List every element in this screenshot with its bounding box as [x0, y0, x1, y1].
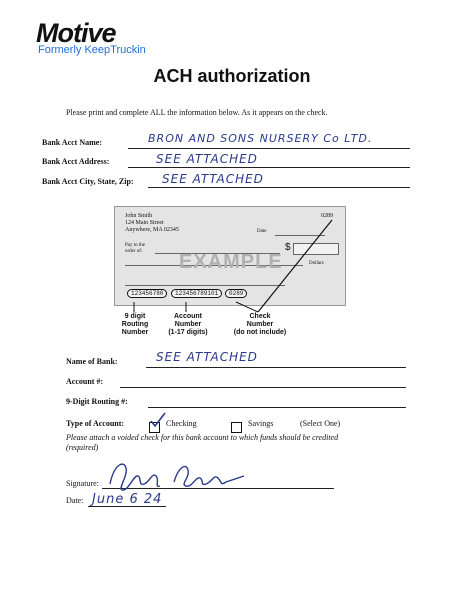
savings-label: Savings [248, 419, 274, 428]
page-title: ACH authorization [153, 66, 311, 86]
bank-name-line [146, 367, 406, 368]
motive-logo: Motive [36, 18, 116, 48]
dollar-sign: $ [285, 242, 291, 253]
caption-account: Account Number (1-17 digits) [168, 313, 208, 336]
routing-label: 9-Digit Routing #: [66, 397, 128, 406]
attach-note: Please attach a voided check for this bank account to which funds should be credited (required) [66, 433, 339, 452]
signature-label: Signature: [66, 479, 99, 488]
account-number-label: Account #: [66, 377, 104, 386]
acct-city-value: SEE ATTACHED [162, 172, 264, 186]
example-watermark: EXAMPLE [179, 251, 283, 273]
account-type-label: Type of Account: [66, 419, 125, 428]
check-number: 0289 [321, 213, 333, 219]
acct-address-value: SEE ATTACHED [156, 152, 258, 166]
routing-line [148, 407, 406, 408]
checking-label: Checking [166, 419, 197, 428]
pay-to-label: Pay to the order of: [125, 243, 145, 254]
logo-subtitle: Formerly KeepTruckin [38, 44, 146, 56]
date-label: Date [257, 229, 267, 234]
acct-address-label: Bank Acct Address: [42, 157, 110, 166]
bank-name-value: SEE ATTACHED [156, 350, 258, 364]
caption-check: Check Number (do not include) [233, 313, 287, 336]
dollars-label: Dollars [309, 261, 324, 266]
micr-account: 123456789101 [171, 289, 222, 298]
account-number-line [120, 387, 406, 388]
select-one-note: (Select One) [300, 419, 341, 428]
acct-name-label: Bank Acct Name: [42, 138, 102, 147]
bank-name-label: Name of Bank: [66, 357, 118, 366]
micr-check: 0289 [225, 289, 247, 298]
caption-routing: 9 digit Routing Number [121, 313, 149, 336]
date-label-bottom: Date: [66, 496, 84, 505]
payer-address: John Smith 124 Main Street Anywhere, MA 02345 [125, 213, 179, 233]
instructions: Please print and complete ALL the information below. As it appears on the check. [66, 108, 328, 117]
signature-image [104, 454, 254, 496]
date-value: June 6 24 [92, 492, 163, 507]
micr-routing: 123456780 [127, 289, 167, 298]
acct-name-value: BRON AND SONS NURSERY Co LTD. [148, 132, 373, 145]
acct-city-label: Bank Acct City, State, Zip: [42, 177, 134, 186]
